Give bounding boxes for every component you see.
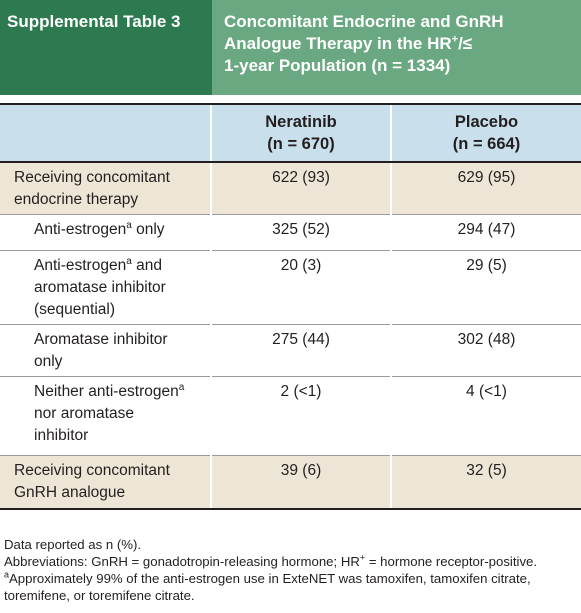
footnote-a-line bbox=[4, 570, 580, 587]
table-bottom-rule bbox=[0, 508, 581, 510]
table-row bbox=[0, 456, 581, 508]
placebo-value: 302 (48) bbox=[457, 331, 516, 348]
row-label-line: endocrine therapy bbox=[14, 191, 139, 208]
neratinib-value: 275 (44) bbox=[272, 331, 330, 348]
title-line-1: Concomitant Endocrine and GnRH bbox=[224, 12, 504, 31]
table-row bbox=[0, 163, 581, 215]
column-divider bbox=[210, 105, 212, 161]
row-label-line: Aromatase inhibitor bbox=[34, 331, 168, 348]
neratinib-value: 325 (52) bbox=[272, 221, 330, 238]
neratinib-value: 2 (<1) bbox=[280, 383, 322, 400]
row-label-text: Neither anti-estrogen bbox=[34, 383, 179, 400]
row-label-text: and bbox=[131, 257, 162, 274]
placebo-value: 4 (<1) bbox=[466, 383, 507, 400]
title-line-2a: Analogue Therapy in the HR bbox=[224, 34, 452, 53]
table-header bbox=[0, 0, 581, 95]
footnote-marker: a bbox=[126, 255, 132, 267]
table-number-text: Supplemental Table 3 bbox=[7, 12, 181, 31]
row-label bbox=[34, 215, 204, 241]
footnote-a bbox=[4, 570, 580, 604]
row-label-line: Receiving concomitant bbox=[14, 462, 170, 479]
placebo-value: 294 (47) bbox=[457, 221, 516, 238]
neratinib-name: Neratinib bbox=[265, 113, 337, 131]
footnote-a-line: toremifene, or toremifene citrate. bbox=[4, 588, 195, 603]
neratinib-value: 20 (3) bbox=[280, 257, 322, 274]
placebo-n: (n = 664) bbox=[452, 135, 521, 153]
title-line-2 bbox=[224, 33, 571, 55]
row-label-text: only bbox=[131, 221, 165, 238]
neratinib-value: 39 (6) bbox=[280, 462, 322, 479]
table-row bbox=[0, 325, 581, 377]
title-line-3: 1-year Population (n = 1334) bbox=[224, 56, 451, 75]
row-label bbox=[34, 377, 204, 447]
row-label bbox=[34, 251, 204, 321]
row-label-text: Anti-estrogen bbox=[34, 221, 127, 238]
table-title bbox=[212, 0, 581, 95]
footnote-marker: a bbox=[4, 569, 10, 580]
row-label-line: GnRH analogue bbox=[14, 484, 126, 501]
column-divider bbox=[390, 105, 392, 161]
row-label bbox=[14, 456, 204, 504]
footnote-marker: a bbox=[178, 381, 185, 393]
placebo-name: Placebo bbox=[454, 113, 519, 131]
table-row bbox=[0, 251, 581, 325]
footnote-abbreviations bbox=[4, 553, 580, 570]
row-label-line: only bbox=[34, 353, 63, 370]
footnote-a-text: Approximately 99% of the anti-estrogen use in ExteNET was tamoxifen, tamoxifen citrate, bbox=[9, 571, 531, 586]
column-header-placebo bbox=[392, 105, 581, 161]
footnote-marker: a bbox=[126, 219, 132, 231]
neratinib-value: 622 (93) bbox=[272, 169, 330, 186]
row-label-line: Receiving concomitant bbox=[14, 169, 170, 186]
title-line-2b: /≤ bbox=[458, 34, 473, 53]
row-label bbox=[14, 163, 204, 211]
column-header-neratinib bbox=[212, 105, 390, 161]
row-label-line: (sequential) bbox=[34, 301, 115, 318]
footnote-data: Data reported as n (%). bbox=[4, 537, 142, 552]
row-label-line: nor aromatase bbox=[34, 405, 134, 422]
placebo-value: 629 (95) bbox=[457, 169, 516, 186]
column-divider bbox=[210, 163, 212, 508]
column-divider bbox=[390, 163, 392, 508]
row-label-line: aromatase inhibitor bbox=[34, 279, 166, 296]
table-row bbox=[0, 377, 581, 456]
placebo-value: 32 (5) bbox=[466, 462, 507, 479]
title-sup: + bbox=[451, 33, 459, 46]
row-label-line bbox=[34, 381, 204, 403]
abbrev-sup: + bbox=[359, 552, 366, 563]
column-header-row bbox=[0, 103, 581, 163]
abbrev-text: = hormone receptor-positive. bbox=[365, 554, 538, 569]
row-label-line bbox=[34, 255, 204, 277]
placebo-value: 29 (5) bbox=[466, 257, 507, 274]
abbrev-text: Abbreviations: GnRH = gonadotropin-releasing hormone; HR bbox=[4, 554, 360, 569]
row-label bbox=[34, 325, 204, 373]
table-row bbox=[0, 215, 581, 251]
row-label-line: inhibitor bbox=[34, 427, 89, 444]
table-number-label bbox=[0, 0, 212, 95]
neratinib-n: (n = 670) bbox=[267, 135, 335, 153]
row-label-text: Anti-estrogen bbox=[34, 257, 127, 274]
